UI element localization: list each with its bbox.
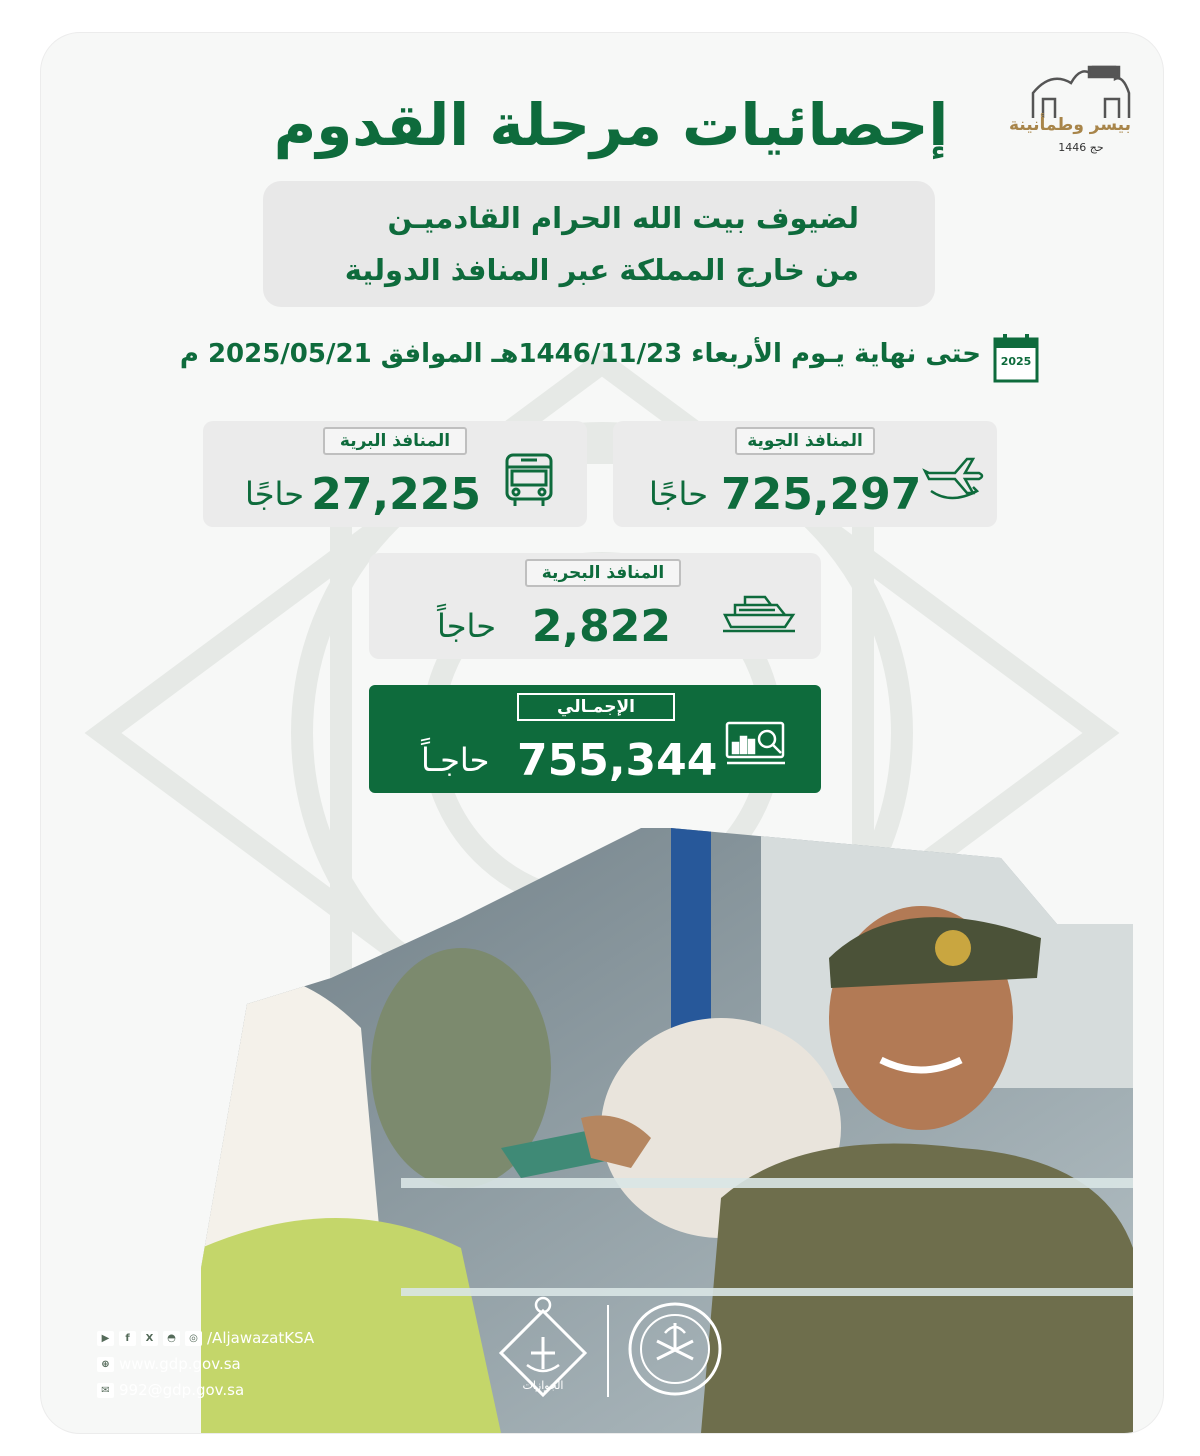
subtitle-line-1: لضيوف بيت الله الحرام القادميـن [387,201,859,235]
bus-icon [501,451,557,509]
subtitle-line-2: من خارج المملكة عبر المنافذ الدولية [344,253,859,287]
land-ports-value: 27,225 [311,469,481,520]
email-link[interactable]: 992@gdp.gov.sa [119,1381,245,1399]
logo-year: حج 1446 [1058,141,1104,154]
ministry-emblem [627,1301,723,1397]
page-title: إحصائيات مرحلة القدوم [273,91,949,159]
email-row [97,1381,244,1399]
website-link[interactable]: www.gdp.gov.sa [119,1355,241,1373]
land-ports-label: المنافذ البرية [323,427,467,455]
total-label: الإجمـالي [517,693,675,721]
jawazat-logo-text: الجوازات [522,1379,564,1392]
kaaba-arch-icon [1031,63,1131,123]
logo-calligraphy: بيسر وطمأنينة [1008,115,1131,135]
air-ports-unit: حاجًا [649,475,709,513]
globe-icon: ⊕ [97,1357,114,1372]
sea-ports-label: المنافذ البحرية [525,559,681,587]
analytics-monitor-icon [725,719,789,769]
air-ports-label: المنافذ الجوية [735,427,875,455]
date-text: حتى نهاية يـوم الأربعاء 1446/11/23هـ الموافق 2025/05/21 م [179,339,981,369]
infographic-card [40,32,1164,1434]
facebook-icon[interactable]: f [119,1331,136,1346]
footer-divider [607,1305,609,1397]
jawazat-logo [495,1295,591,1415]
calendar-year: 2025 [1000,355,1032,368]
air-ports-value: 725,297 [721,469,922,520]
ship-icon [721,589,797,633]
instagram-icon[interactable]: ◎ [185,1331,202,1346]
airplane-icon [921,451,989,507]
youtube-icon[interactable]: ▶ [97,1331,114,1346]
land-ports-unit: حاجًا [245,475,305,513]
sea-ports-value: 2,822 [531,601,671,652]
sea-ports-unit: حاجاً [437,607,497,645]
website-row [97,1355,241,1373]
social-handle[interactable]: /AljawazatKSA [207,1329,315,1347]
email-icon: ✉ [97,1383,114,1398]
total-value: 755,344 [517,735,718,786]
subtitle-box [263,181,935,307]
x-icon[interactable]: X [141,1331,158,1346]
hajj-logo [1008,63,1131,158]
total-unit: حاجـاً [421,741,490,779]
social-row [97,1329,314,1347]
calendar-icon [993,333,1039,383]
snapchat-icon[interactable]: ◓ [163,1331,180,1346]
